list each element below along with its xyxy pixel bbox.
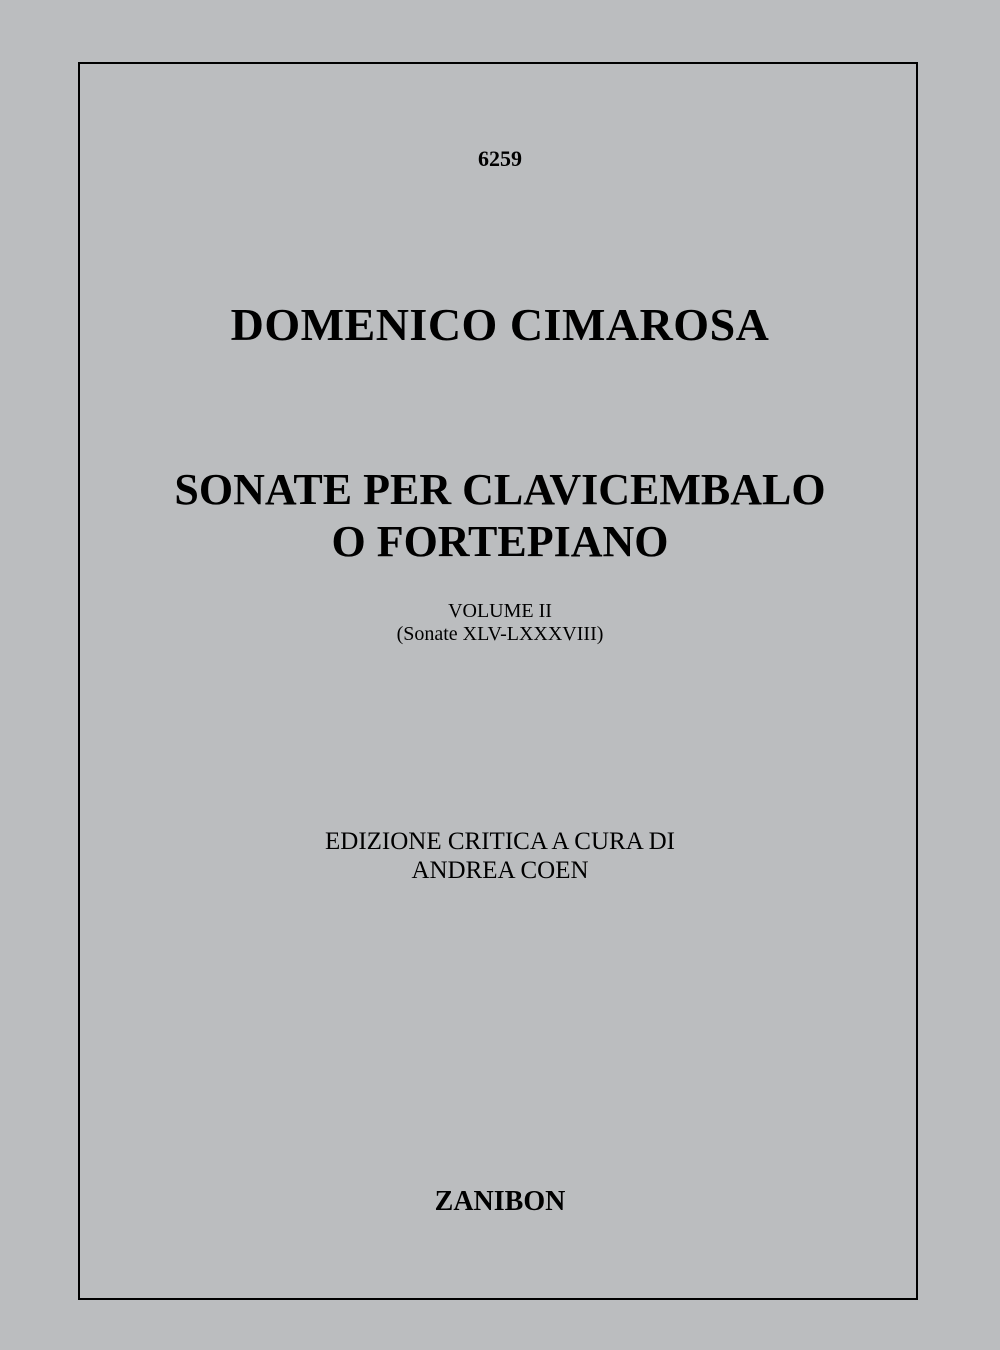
publisher-name: ZANIBON bbox=[434, 1186, 566, 1217]
editor-name: ANDREA COEN bbox=[411, 857, 589, 884]
edition-credit-line-1: EDIZIONE CRITICA A CURA DI bbox=[325, 828, 675, 855]
title-line-1: SONATE PER CLAVICEMBALO bbox=[174, 465, 826, 514]
composer-name: DOMENICO CIMAROSA bbox=[230, 299, 770, 350]
catalog-number: 6259 bbox=[478, 146, 522, 171]
volume-label: VOLUME II bbox=[448, 600, 552, 622]
title-line-2: O FORTEPIANO bbox=[331, 517, 669, 566]
cover-border-frame bbox=[78, 62, 918, 1300]
sonata-range: (Sonate XLV-LXXXVIII) bbox=[396, 623, 604, 645]
